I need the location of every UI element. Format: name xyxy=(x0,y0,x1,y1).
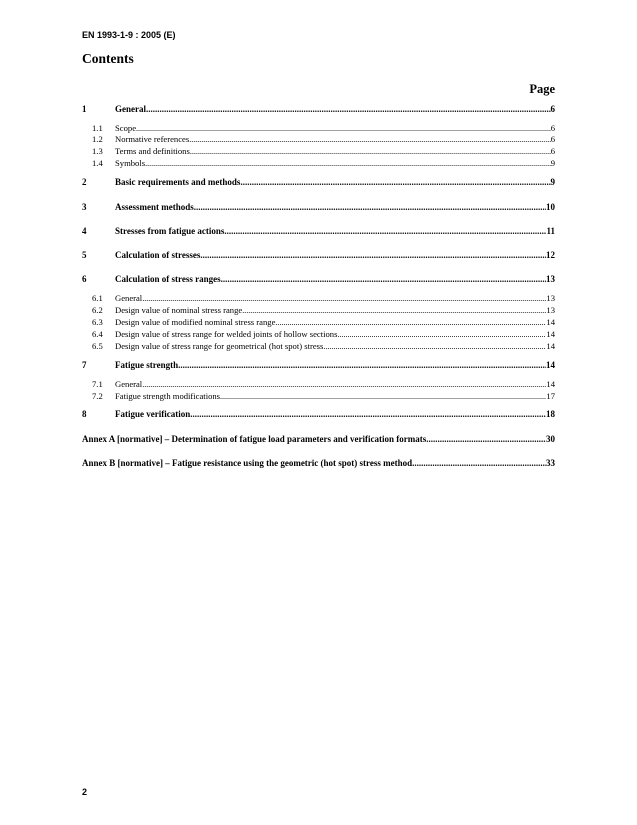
toc-entry-title: General xyxy=(115,379,143,389)
toc-entry-page: 13 xyxy=(546,305,555,315)
toc-entry-page: 13 xyxy=(546,274,555,284)
toc-entry[interactable] xyxy=(82,177,555,187)
toc-entry[interactable] xyxy=(82,341,555,351)
toc-entry[interactable] xyxy=(82,123,555,133)
toc-entry-page: 9 xyxy=(550,177,555,187)
toc-entry-title: Symbols xyxy=(115,158,146,168)
toc-entry-title: Design value of stress range for geometrical (hot spot) stress xyxy=(115,341,324,351)
toc-entry-number: 6 xyxy=(82,274,87,284)
leader-dots xyxy=(220,391,546,401)
toc-entry-title: Fatigue strength modifications xyxy=(115,391,221,401)
leader-dots xyxy=(337,329,546,339)
toc-entry[interactable] xyxy=(82,274,555,284)
page-column-label: Page xyxy=(529,82,555,96)
toc-entry-page: 14 xyxy=(546,360,555,370)
toc-entry-title: Fatigue strength xyxy=(115,360,179,370)
toc-entry-title: Assessment methods xyxy=(115,202,194,212)
page-title: Contents xyxy=(82,51,134,66)
leader-dots xyxy=(136,123,551,133)
toc-entry-title: Design value of modified nominal stress range xyxy=(115,317,276,327)
toc-entry-title: Design value of stress range for welded joints of hollow sections xyxy=(115,329,338,339)
leader-dots xyxy=(412,458,546,468)
toc-entry[interactable] xyxy=(82,293,555,303)
leader-dots xyxy=(190,146,551,156)
toc-entry-page: 6 xyxy=(550,123,555,133)
toc-entry-page: 13 xyxy=(546,293,555,303)
toc-annex-entry[interactable] xyxy=(82,458,555,468)
leader-dots xyxy=(200,250,546,260)
page-number: 2 xyxy=(82,787,88,797)
leader-dots xyxy=(146,104,551,114)
toc-entry[interactable] xyxy=(82,146,555,156)
toc-entry-number: 1.2 xyxy=(92,134,103,144)
toc-entry-number: 6.5 xyxy=(92,341,103,351)
toc-entry[interactable] xyxy=(82,317,555,327)
toc-entry-number: 7.2 xyxy=(92,391,103,401)
toc-entry-number: 7 xyxy=(82,360,87,370)
leader-dots xyxy=(142,293,546,303)
toc-entry-page: 10 xyxy=(546,202,555,212)
toc-entry[interactable] xyxy=(82,202,555,212)
toc-entry-title: General xyxy=(115,293,143,303)
toc-entry-number: 1 xyxy=(82,104,87,114)
toc-entry-page: 14 xyxy=(546,317,555,327)
toc-entry-number: 6.4 xyxy=(92,329,103,339)
toc-entry-number: 8 xyxy=(82,409,87,419)
toc-entry-title: Stresses from fatigue actions xyxy=(115,226,225,236)
toc-entry[interactable] xyxy=(82,250,555,260)
leader-dots xyxy=(142,379,546,389)
toc-entry-title: General xyxy=(115,104,146,114)
toc-entry-number: 6.2 xyxy=(92,305,103,315)
toc-entry-title: Fatigue verification xyxy=(115,409,191,419)
toc-entry-title: Calculation of stress ranges xyxy=(115,274,221,284)
toc-entry[interactable] xyxy=(82,409,555,419)
toc-entry-title: Annex B [normative] – Fatigue resistance using the geometric (hot spot) stress method xyxy=(82,458,413,468)
leader-dots xyxy=(240,177,550,187)
leader-dots xyxy=(224,226,546,236)
toc-entry-number: 3 xyxy=(82,202,87,212)
leader-dots xyxy=(221,274,546,284)
toc-entry[interactable] xyxy=(82,226,555,236)
toc-entry-title: Normative references xyxy=(115,134,190,144)
toc-entry-number: 4 xyxy=(82,226,87,236)
toc-entry-number: 1.4 xyxy=(92,158,103,168)
toc-entry-page: 12 xyxy=(546,250,555,260)
toc-entry[interactable] xyxy=(82,305,555,315)
leader-dots xyxy=(189,134,551,144)
toc-entry-page: 30 xyxy=(546,434,555,444)
toc-entry-number: 5 xyxy=(82,250,87,260)
toc-entry-number: 2 xyxy=(82,177,87,187)
toc-entry-number: 1.1 xyxy=(92,123,103,133)
toc-entry[interactable] xyxy=(82,134,555,144)
toc-annex-entry[interactable] xyxy=(82,434,555,444)
toc-entry-page: 6 xyxy=(550,146,555,156)
toc-entry[interactable] xyxy=(82,329,555,339)
leader-dots xyxy=(426,434,546,444)
toc-entry-title: Basic requirements and methods xyxy=(115,177,241,187)
toc-entry-title: Scope xyxy=(115,123,137,133)
toc-entry-title: Annex A [normative] – Determination of fatigue load parameters and verification formats xyxy=(82,434,427,444)
document-id-header: EN 1993-1-9 : 2005 (E) xyxy=(82,30,176,40)
toc-entry[interactable] xyxy=(82,391,555,401)
toc-entry-page: 14 xyxy=(546,379,555,389)
toc-entry[interactable] xyxy=(82,158,555,168)
toc-entry-number: 6.3 xyxy=(92,317,103,327)
toc-entry-number: 1.3 xyxy=(92,146,103,156)
leader-dots xyxy=(194,202,546,212)
toc-entry-page: 14 xyxy=(546,341,555,351)
toc-entry-page: 11 xyxy=(546,226,555,236)
toc-entry-title: Design value of nominal stress range xyxy=(115,305,243,315)
toc-entry-title: Terms and definitions xyxy=(115,146,190,156)
toc-entry-number: 7.1 xyxy=(92,379,103,389)
leader-dots xyxy=(178,360,546,370)
toc-entry[interactable] xyxy=(82,379,555,389)
toc-entry-page: 6 xyxy=(550,134,555,144)
toc-entry-page: 6 xyxy=(550,104,555,114)
leader-dots xyxy=(242,305,546,315)
toc-entry[interactable] xyxy=(82,104,555,114)
leader-dots xyxy=(190,409,546,419)
toc-entry-page: 17 xyxy=(546,391,555,401)
toc-entry-page: 18 xyxy=(546,409,555,419)
toc-entry-title: Calculation of stresses xyxy=(115,250,201,260)
leader-dots xyxy=(323,341,546,351)
leader-dots xyxy=(275,317,546,327)
toc-entry-page: 9 xyxy=(550,158,555,168)
toc-entry-number: 6.1 xyxy=(92,293,103,303)
toc-entry-page: 14 xyxy=(546,329,555,339)
toc-entry-page: 33 xyxy=(546,458,555,468)
leader-dots xyxy=(145,158,551,168)
toc-entry[interactable] xyxy=(82,360,555,370)
